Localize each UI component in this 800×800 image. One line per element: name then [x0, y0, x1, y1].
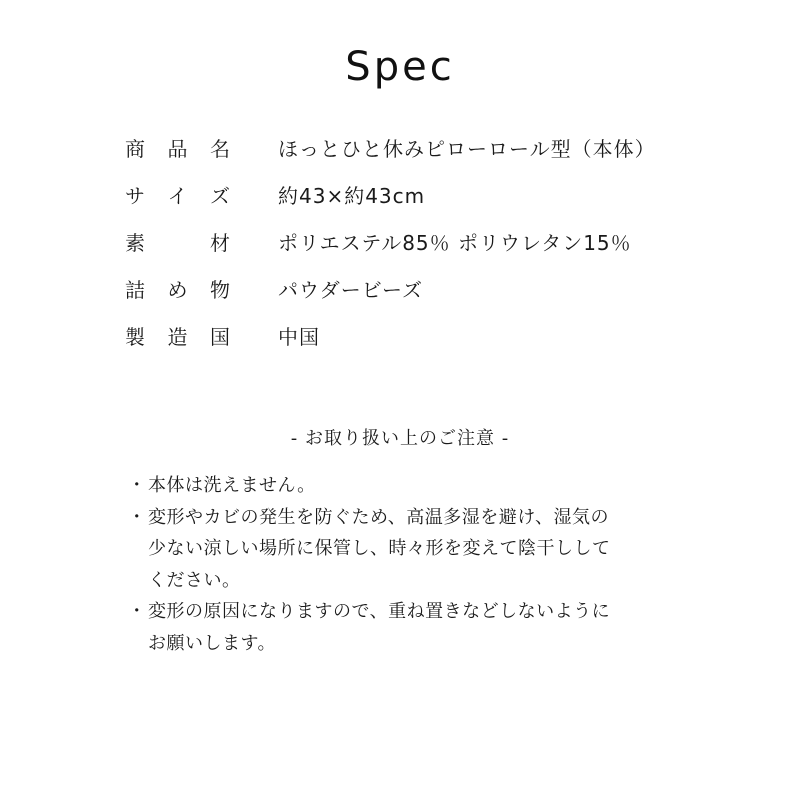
care-note-line: ください。: [148, 569, 241, 591]
spec-table: [125, 132, 725, 367]
spec-label-char: 製: [125, 325, 145, 349]
spec-label-char: 素: [125, 231, 145, 255]
bullet-icon: ・: [127, 601, 147, 622]
spec-label: [125, 320, 230, 354]
spec-row-origin: [125, 320, 725, 367]
care-note-item: [126, 596, 726, 659]
care-note-line: 本体は洗えません。: [148, 475, 316, 496]
spec-value: ほっとひと休みピローロール型（本体）: [278, 137, 656, 161]
spec-label: [125, 273, 230, 307]
spec-row-size: [125, 179, 725, 226]
care-note-item: [126, 502, 726, 597]
spec-label-char: 材: [210, 231, 230, 255]
care-note-text: [148, 470, 316, 502]
spec-label-char: 国: [210, 325, 230, 349]
care-note-line: 変形の原因になりますので、重ね置きなどしないように: [148, 601, 611, 622]
spec-label-char: イ: [167, 184, 188, 208]
spec-row-product-name: [125, 132, 725, 179]
spec-row-filling: [125, 273, 725, 320]
care-notes-list: [126, 470, 726, 659]
spec-label-char: 造: [167, 325, 188, 349]
spec-label: [125, 226, 230, 260]
spec-label: [125, 132, 230, 166]
care-note-line: 少ない涼しい場所に保管し、時々形を変えて陰干しして: [148, 538, 611, 559]
spec-label-char: サ: [125, 184, 145, 208]
spec-value: パウダービーズ: [278, 278, 423, 302]
spec-label-char: 詰: [125, 278, 145, 302]
care-note-line: お願いします。: [148, 632, 277, 654]
spec-label-char: 物: [210, 278, 230, 302]
spec-label-char: 品: [167, 137, 188, 161]
bullet-icon: ・: [127, 506, 147, 528]
spec-value: ポリエステル85％ ポリウレタン15％: [278, 231, 632, 255]
care-note-line: 変形やカビの発生を防ぐため、高温多湿を避け、湿気の: [148, 506, 610, 528]
spec-label-char: め: [167, 278, 188, 302]
care-note-item: [126, 470, 726, 502]
spec-value: 中国: [278, 325, 320, 349]
spec-label-char: 商: [125, 137, 145, 161]
spec-value: 約43×約43cm: [278, 184, 426, 208]
page-title: Spec: [345, 44, 455, 90]
spec-row-material: [125, 226, 725, 273]
care-note-text: [148, 502, 611, 597]
care-note-text: [148, 596, 610, 659]
spec-label-char: ズ: [210, 184, 230, 208]
care-notes-heading: - お取り扱い上のご注意 -: [290, 428, 510, 449]
bullet-icon: ・: [127, 475, 147, 496]
spec-label-char: 名: [210, 137, 230, 161]
spec-label: [125, 179, 230, 213]
